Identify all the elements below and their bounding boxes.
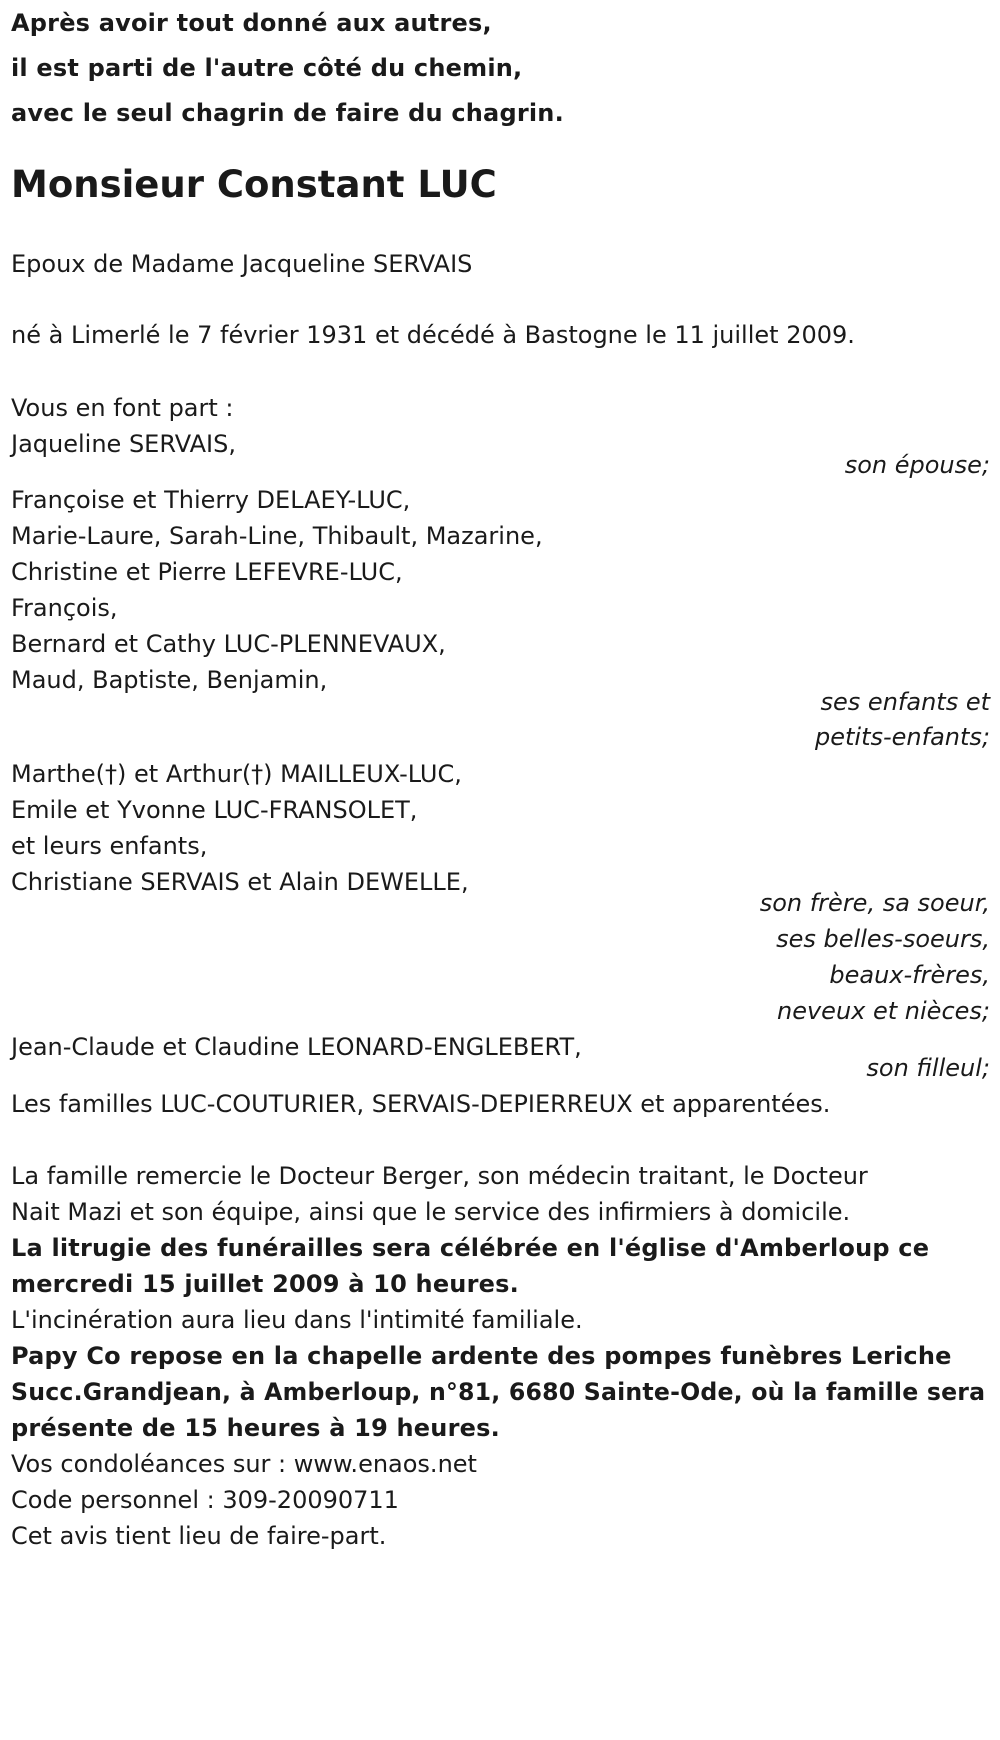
chapel-line: Papy Co repose en la chapelle ardente des pompes funèbres Leriche — [11, 1342, 952, 1370]
notice-line: Cet avis tient lieu de faire-part. — [11, 1522, 387, 1550]
families-line: Les familles LUC-COUTURIER, SERVAIS-DEPIERREUX et apparentées. — [11, 1090, 831, 1118]
relationship-label: ses belles-soeurs, — [776, 925, 990, 953]
family-member-line: Jean-Claude et Claudine LEONARD-ENGLEBERT, — [11, 1033, 582, 1061]
spouse-line: Epoux de Madame Jacqueline SERVAIS — [11, 250, 473, 278]
family-member-line: Christine et Pierre LEFEVRE-LUC, — [11, 558, 403, 586]
relationship-label: neveux et nièces; — [777, 997, 990, 1025]
family-member-line: et leurs enfants, — [11, 832, 208, 860]
birth-death-line: né à Limerlé le 7 février 1931 et décédé à Bastogne le 11 juillet 2009. — [11, 321, 855, 349]
family-member-line: Marthe(†) et Arthur(†) MAILLEUX-LUC, — [11, 760, 462, 788]
deceased-name-title: Monsieur Constant LUC — [11, 163, 497, 206]
relationship-label: son filleul; — [866, 1054, 990, 1082]
liturgy-line: mercredi 15 juillet 2009 à 10 heures. — [11, 1270, 519, 1298]
relationship-label: beaux-frères, — [829, 961, 990, 989]
thanks-line: Nait Mazi et son équipe, ainsi que le service des infirmiers à domicile. — [11, 1198, 851, 1226]
thanks-line: La famille remercie le Docteur Berger, son médecin traitant, le Docteur — [11, 1162, 868, 1190]
family-member-line: François, — [11, 594, 118, 622]
epigraph-line: Après avoir tout donné aux autres, — [11, 9, 492, 37]
announcement-intro: Vous en font part : — [11, 394, 234, 422]
epigraph-line: avec le seul chagrin de faire du chagrin. — [11, 99, 564, 127]
chapel-line: présente de 15 heures à 19 heures. — [11, 1414, 500, 1442]
family-member-line: Marie-Laure, Sarah-Line, Thibault, Mazarine, — [11, 522, 543, 550]
family-member-line: Jaqueline SERVAIS, — [11, 430, 236, 458]
liturgy-line: La litrugie des funérailles sera célébrée en l'église d'Amberloup ce — [11, 1234, 930, 1262]
condolences-line: Vos condoléances sur : www.enaos.net — [11, 1450, 477, 1478]
cremation-line: L'incinération aura lieu dans l'intimité familiale. — [11, 1306, 583, 1334]
relationship-label: son frère, sa soeur, — [759, 889, 990, 917]
family-member-line: Bernard et Cathy LUC-PLENNEVAUX, — [11, 630, 446, 658]
family-member-line: Maud, Baptiste, Benjamin, — [11, 666, 328, 694]
family-member-line: Emile et Yvonne LUC-FRANSOLET, — [11, 796, 418, 824]
relationship-label: petits-enfants; — [815, 723, 990, 751]
personal-code-line: Code personnel : 309-20090711 — [11, 1486, 399, 1514]
family-member-line: Françoise et Thierry DELAEY-LUC, — [11, 486, 411, 514]
family-member-line: Christiane SERVAIS et Alain DEWELLE, — [11, 868, 469, 896]
epigraph-line: il est parti de l'autre côté du chemin, — [11, 54, 523, 82]
relationship-label: ses enfants et — [820, 688, 990, 716]
chapel-line: Succ.Grandjean, à Amberloup, n°81, 6680 Sainte-Ode, où la famille sera — [11, 1378, 986, 1406]
relationship-label: son épouse; — [844, 451, 990, 479]
